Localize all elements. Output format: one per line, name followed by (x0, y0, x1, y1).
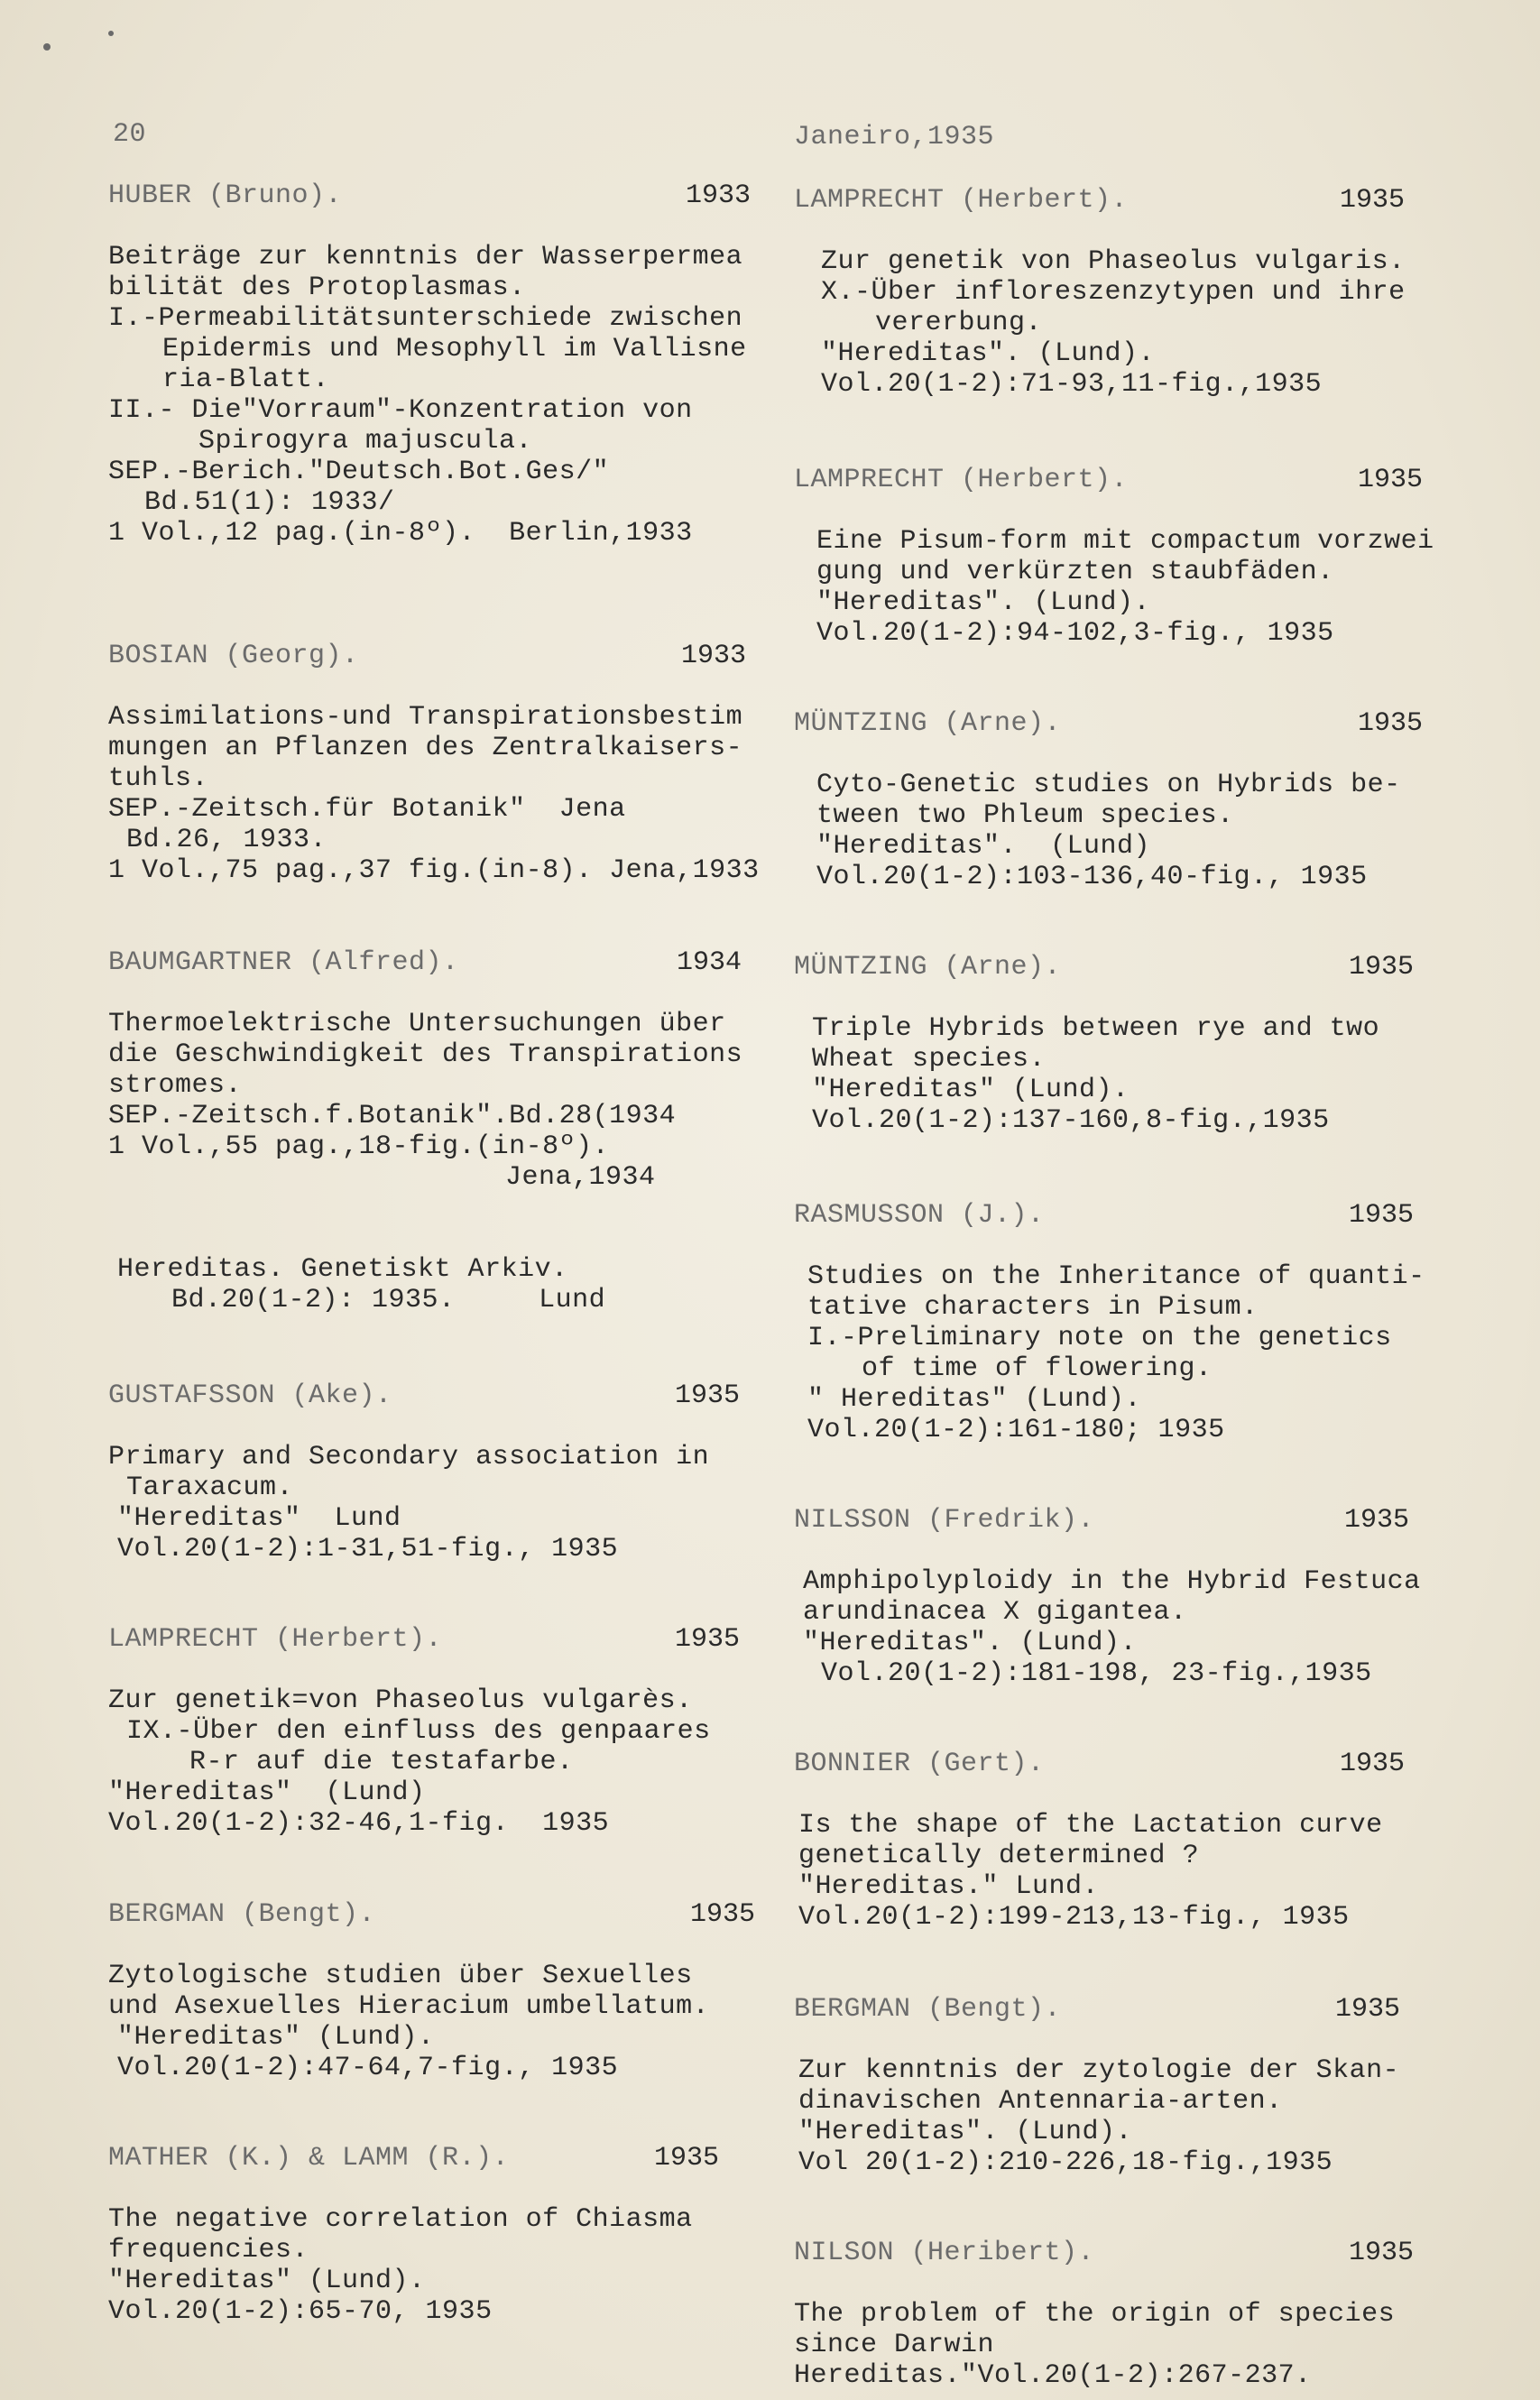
entry-line: Vol 20(1-2):210-226,18-fig.,1935 (798, 2147, 1333, 2178)
entry-author: Janeiro,1935 (794, 122, 995, 152)
entry-line: 1 Vol.,12 pag.(in-8º). Berlin,1933 (108, 518, 693, 549)
entry-line: vererbung. (875, 308, 1043, 338)
entry-year: 1935 (1344, 1505, 1410, 1536)
entry-line: "Hereditas". (Lund). (803, 1628, 1138, 1658)
entry-line: Taraxacum. (126, 1472, 294, 1503)
entry-author: MATHER (K.) & LAMM (R.). (108, 2143, 510, 2174)
entry-line: IX.-Über den einfluss des genpaares (126, 1716, 711, 1747)
entry-year: 1935 (1340, 185, 1406, 216)
punch-mark (108, 31, 114, 36)
entry-line: Amphipolyploidy in the Hybrid Festuca (803, 1566, 1421, 1597)
entry-line: Vol.20(1-2):71-93,11-fig.,1935 (821, 369, 1323, 400)
entry-line: Zytologische studien über Sexuelles (108, 1961, 693, 1991)
entry-author: NILSSON (Fredrik). (794, 1505, 1095, 1536)
entry-line: und Asexuelles Hieracium umbellatum. (108, 1991, 710, 2022)
entry-line: "Hereditas" (Lund) (108, 1777, 426, 1808)
entry-author: GUSTAFSSON (Ake). (108, 1380, 392, 1411)
entry-line: tween two Phleum species. (816, 800, 1234, 831)
entry-year: 1935 (1340, 1749, 1406, 1779)
entry-line: "Hereditas". (Lund) (816, 831, 1151, 862)
entry-line: The problem of the origin of species (794, 2299, 1396, 2330)
entry-line: Hereditas."Vol.20(1-2):267-237. (794, 2360, 1312, 2391)
entry-year: 1933 (681, 641, 747, 671)
entry-author: RASMUSSON (J.). (794, 1200, 1045, 1231)
entry-author: NILSON (Heribert). (794, 2238, 1095, 2268)
entry-author: BERGMAN (Bengt). (794, 1994, 1062, 2025)
entry-line: genetically determined ? (798, 1841, 1200, 1871)
entry-line: die Geschwindigkeit des Transpirations (108, 1039, 743, 1070)
entry-line: Vol.20(1-2):181-198, 23-fig.,1935 (821, 1658, 1372, 1689)
entry-line: Jena,1934 (505, 1162, 656, 1193)
entry-year: 1935 (1349, 2238, 1415, 2268)
entry-line: R-r auf die testafarbe. (189, 1747, 574, 1777)
entry-line: Assimilations-und Transpirationsbestim (108, 702, 743, 733)
entry-year: 1935 (654, 2143, 720, 2174)
entry-author: LAMPRECHT (Herbert). (794, 465, 1129, 495)
entry-line: Studies on the Inheritance of quanti- (807, 1261, 1425, 1292)
entry-author: BOSIAN (Georg). (108, 641, 359, 671)
entry-line: SEP.-Berich."Deutsch.Bot.Ges/" (108, 457, 610, 487)
entry-line: Vol.20(1-2):137-160,8-fig.,1935 (812, 1105, 1330, 1136)
entry-line: Vol.20(1-2):65-70, 1935 (108, 2296, 493, 2327)
entry-year: 1935 (1358, 708, 1424, 739)
entry-line: of time of flowering. (862, 1353, 1213, 1384)
entry-line: Vol.20(1-2):103-136,40-fig., 1935 (816, 862, 1368, 892)
entry-line: "Hereditas". (Lund). (821, 338, 1156, 369)
entry-year: 1935 (690, 1899, 756, 1930)
entry-line: X.-Über infloreszenzytypen und ihre (821, 277, 1406, 308)
entry-year: 1935 (1335, 1994, 1401, 2025)
entry-year: 1935 (1358, 465, 1424, 495)
entry-line: Cyto-Genetic studies on Hybrids be- (816, 770, 1401, 800)
entry-line: Thermoelektrische Untersuchungen über (108, 1009, 726, 1039)
entry-line: Vol.20(1-2):161-180; 1935 (807, 1415, 1225, 1445)
entry-line: " Hereditas" (Lund). (807, 1384, 1142, 1415)
entry-line: gung und verkürzten staubfäden. (816, 557, 1334, 587)
entry-author: MÜNTZING (Arne). (794, 952, 1062, 983)
entry-year: 1935 (675, 1380, 741, 1411)
entry-line: bilität des Protoplasmas. (108, 272, 526, 303)
entry-line: "Hereditas" (Lund). (117, 2022, 435, 2053)
entry-line: arundinacea X gigantea. (803, 1597, 1187, 1628)
entry-line: 1 Vol.,55 pag.,18-fig.(in-8º). (108, 1131, 610, 1162)
entry-author: LAMPRECHT (Herbert). (794, 185, 1129, 216)
entry-line: "Hereditas". (Lund). (798, 2117, 1133, 2147)
entry-line: Vol.20(1-2):94-102,3-fig., 1935 (816, 618, 1334, 649)
entry-line: Hereditas. Genetiskt Arkiv. (117, 1254, 568, 1285)
entry-author: BERGMAN (Bengt). (108, 1899, 376, 1930)
entry-year: 1935 (675, 1624, 741, 1655)
entry-line: II.- Die"Vorraum"-Konzentration von (108, 395, 693, 426)
entry-line: Vol.20(1-2):1-31,51-fig., 1935 (117, 1534, 619, 1565)
entry-line: Vol.20(1-2):32-46,1-fig. 1935 (108, 1808, 610, 1839)
entry-line: Bd.26, 1933. (126, 825, 327, 855)
entry-line: I.-Preliminary note on the genetics (807, 1323, 1392, 1353)
entry-year: 1933 (686, 180, 752, 211)
entry-author: LAMPRECHT (Herbert). (108, 1624, 443, 1655)
entry-line: tuhls. (108, 763, 209, 794)
entry-line: 1 Vol.,75 pag.,37 fig.(in-8). Jena,1933 (108, 855, 760, 886)
entry-line: ria-Blatt. (162, 365, 330, 395)
entry-line: I.-Permeabilitätsunterschiede zwischen (108, 303, 743, 334)
entry-line: Primary and Secondary association in (108, 1442, 710, 1472)
entry-line: Zur genetik von Phaseolus vulgaris. (821, 246, 1406, 277)
entry-line: "Hereditas". (Lund). (816, 587, 1151, 618)
entry-line: Vol.20(1-2):47-64,7-fig., 1935 (117, 2053, 619, 2083)
entry-year: 1935 (1349, 1200, 1415, 1231)
entry-line: Zur genetik=von Phaseolus vulgarès. (108, 1685, 693, 1716)
entry-line: dinavischen Antennaria-arten. (798, 2086, 1283, 2117)
entry-author: MÜNTZING (Arne). (794, 708, 1062, 739)
entry-year: 1935 (1349, 952, 1415, 983)
entry-line: Eine Pisum-form mit compactum vorzwei (816, 526, 1434, 557)
entry-line: Zur kenntnis der zytologie der Skan- (798, 2055, 1400, 2086)
entry-line: stromes. (108, 1070, 243, 1101)
entry-line: since Darwin (794, 2330, 995, 2360)
entry-line: Bd.20(1-2): 1935. Lund (171, 1285, 606, 1315)
entry-line: Is the shape of the Lactation curve (798, 1810, 1383, 1841)
entry-line: Bd.51(1): 1933/ (144, 487, 395, 518)
entry-year: 1934 (677, 947, 742, 978)
entry-line: Vol.20(1-2):199-213,13-fig., 1935 (798, 1902, 1350, 1933)
entry-line: The negative correlation of Chiasma (108, 2204, 693, 2235)
entry-line: "Hereditas" (Lund). (812, 1075, 1130, 1105)
entry-author: HUBER (Bruno). (108, 180, 343, 211)
entry-line: tative characters in Pisum. (807, 1292, 1259, 1323)
entry-line: Triple Hybrids between rye and two (812, 1013, 1380, 1044)
entry-line: SEP.-Zeitsch.für Botanik" Jena (108, 794, 626, 825)
entry-author: BONNIER (Gert). (794, 1749, 1045, 1779)
entry-line: Spirogyra majuscula. (198, 426, 533, 457)
entry-line: Beiträge zur kenntnis der Wasserpermea (108, 242, 743, 272)
entry-author: BAUMGARTNER (Alfred). (108, 947, 459, 978)
entry-line: "Hereditas." Lund. (798, 1871, 1100, 1902)
punch-mark (43, 43, 51, 51)
entry-line: "Hereditas" (Lund). (108, 2266, 426, 2296)
entry-line: SEP.-Zeitsch.f.Botanik".Bd.28(1934 (108, 1101, 677, 1131)
entry-line: Epidermis und Mesophyll im Vallisne (162, 334, 747, 365)
page-number: 20 (113, 119, 147, 150)
entry-line: frequencies. (108, 2235, 309, 2266)
entry-line: Wheat species. (812, 1044, 1047, 1075)
entry-line: "Hereditas" Lund (117, 1503, 401, 1534)
entry-line: mungen an Pflanzen des Zentralkaisers- (108, 733, 743, 763)
